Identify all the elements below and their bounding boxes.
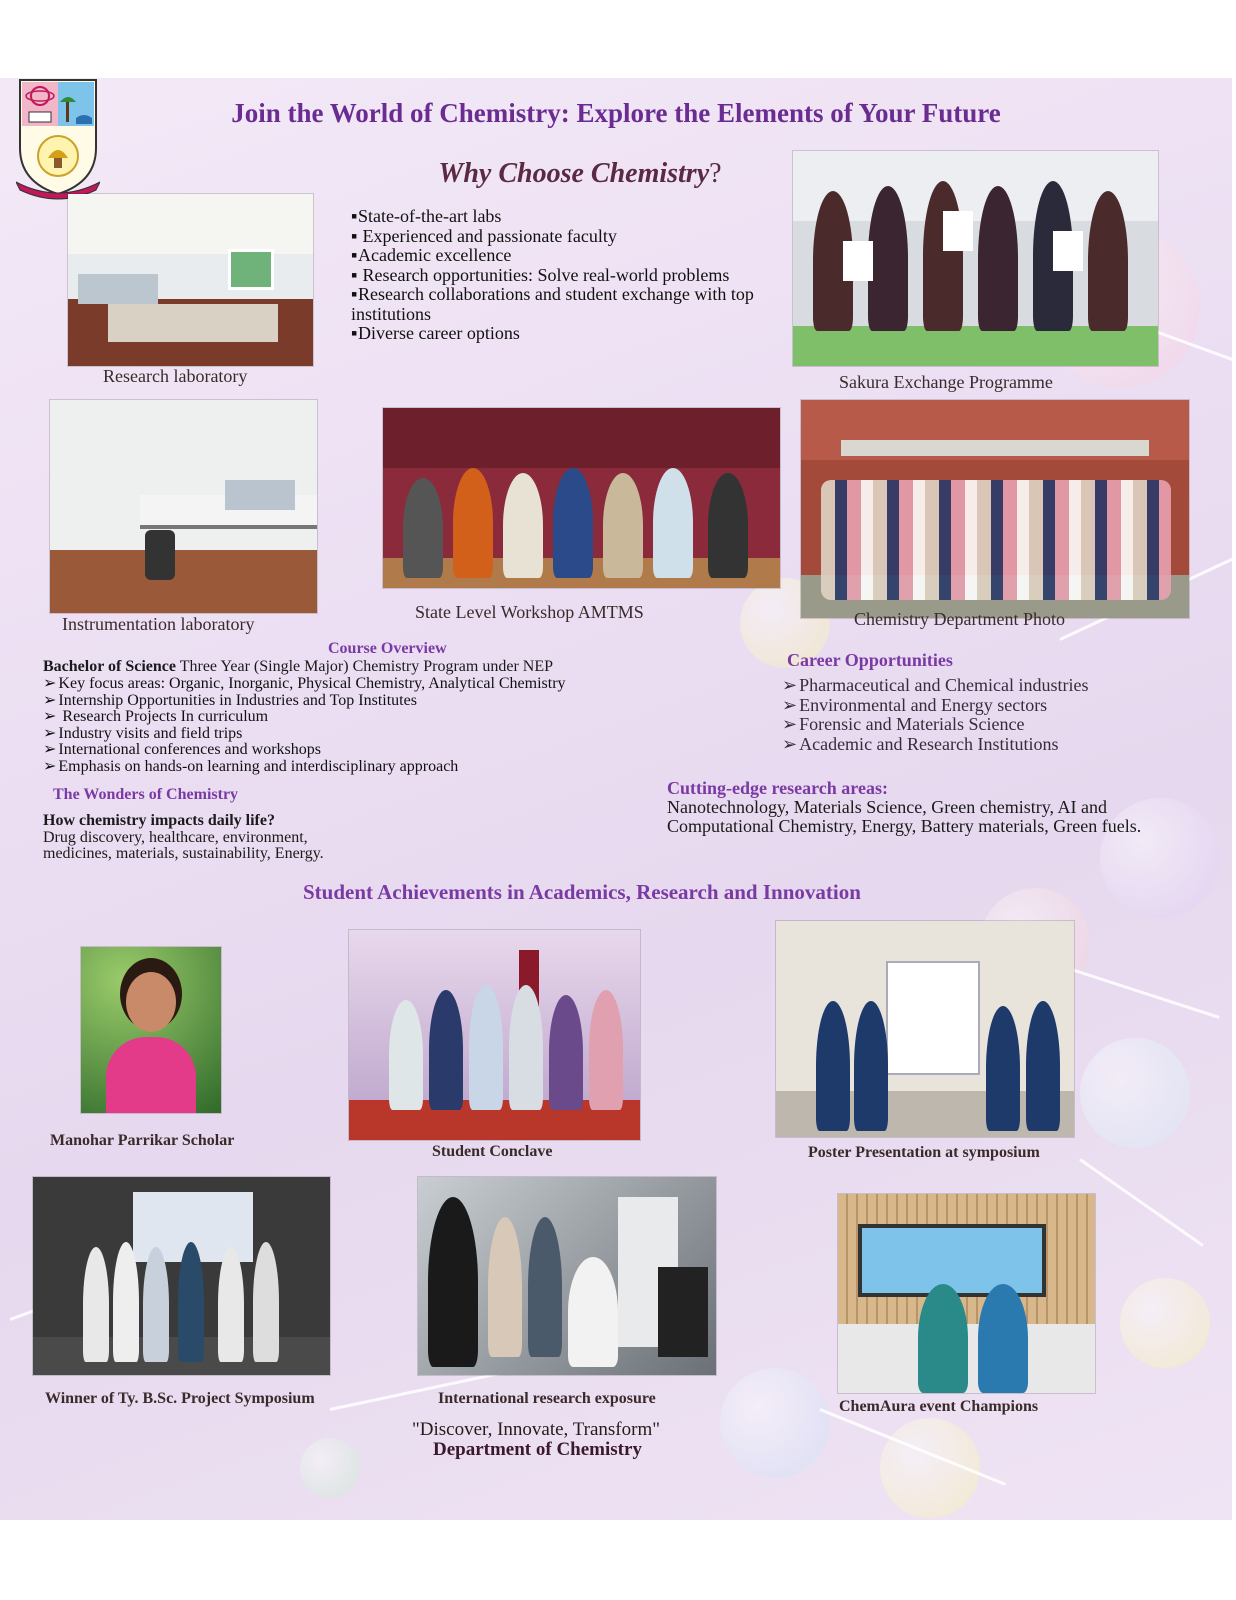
footer-department: Department of Chemistry: [433, 1439, 642, 1460]
course-item: ➢ Internship Opportunities in Industries and Top Institutes: [43, 691, 417, 709]
wonders-heading: The Wonders of Chemistry: [53, 786, 239, 803]
career-item-text: Academic and Research Institutions: [799, 733, 1059, 754]
research-lab-caption: Research laboratory: [103, 366, 248, 386]
instrumentation-caption: Instrumentation laboratory: [62, 614, 255, 634]
scholar-photo: [81, 947, 221, 1113]
decor-sphere: [1080, 1038, 1190, 1148]
career-item: ➢ Pharmaceutical and Chemical industries: [782, 675, 1089, 695]
chemaura-caption: ChemAura event Champions: [839, 1398, 1039, 1415]
career-item: ➢ Forensic and Materials Science: [782, 714, 1025, 734]
wonders-question: How chemistry impacts daily life?: [43, 812, 275, 829]
workshop-caption: State Level Workshop AMTMS: [415, 602, 644, 622]
career-item: ➢ Academic and Research Institutions: [782, 733, 1059, 754]
course-item-text: Internship Opportunities in Industries and Top Institutes: [58, 691, 417, 709]
decor-sphere: [720, 1368, 830, 1478]
why-item-text: State-of-the-art labs: [358, 206, 502, 226]
department-photo: [801, 400, 1189, 618]
why-item: ▪ Research opportunities: Solve real-world problems: [351, 264, 730, 285]
course-item-text: Emphasis on hands-on learning and interdisciplinary approach: [58, 757, 459, 775]
instrumentation-lab-photo: [50, 400, 317, 613]
course-heading: Course Overview: [328, 640, 447, 657]
sakura-exchange-photo: [793, 151, 1158, 366]
course-item-text: International conferences and workshops: [58, 741, 321, 758]
why-item: ▪ Experienced and passionate faculty: [351, 225, 617, 246]
department-caption: Chemistry Department Photo: [854, 609, 1065, 629]
course-item: ➢ Emphasis on hands-on learning and interdisciplinary approach: [43, 757, 459, 775]
international-exposure-caption: International research exposure: [438, 1390, 656, 1407]
why-item-text: Research opportunities: Solve real-world problems: [358, 264, 730, 285]
poster: [0, 78, 1232, 1520]
symposium-winner-caption: Winner of Ty. B.Sc. Project Symposium: [45, 1390, 315, 1407]
course-item: ➢ International conferences and workshops: [43, 741, 321, 758]
course-intro-text: Three Year (Single Major) Chemistry Program under NEP: [176, 658, 553, 675]
course-item-text: Industry visits and field trips: [58, 724, 243, 742]
poster-presentation-caption: Poster Presentation at symposium: [808, 1144, 1040, 1161]
conclave-caption: Student Conclave: [432, 1143, 553, 1160]
why-item: ▪Research collaborations and student exchange with top institutions: [351, 284, 754, 324]
decor-sphere: [300, 1438, 360, 1498]
why-item: ▪State-of-the-art labs: [351, 206, 502, 226]
page-title: Join the World of Chemistry: Explore the Elements of Your Future: [231, 98, 1001, 128]
course-item: ➢ Key focus areas: Organic, Inorganic, Physical Chemistry, Analytical Chemistry: [43, 675, 566, 692]
course-item: ➢ Industry visits and field trips: [43, 724, 243, 742]
why-item-text: Academic excellence: [358, 245, 512, 265]
why-item-text: Diverse career options: [358, 323, 520, 343]
decor-bond: [1079, 1158, 1204, 1246]
course-intro-bold: Bachelor of Science: [43, 658, 177, 675]
poster-presentation-photo: [776, 921, 1074, 1137]
footer-quote: "Discover, Innovate, Transform": [412, 1419, 660, 1440]
research-heading: Cutting-edge research areas:: [667, 778, 888, 798]
research-line-1: Nanotechnology, Materials Science, Green chemistry, AI and: [667, 797, 1108, 817]
international-exposure-photo: [418, 1177, 716, 1375]
wonders-line-1: Drug discovery, healthcare, environment,: [43, 829, 308, 846]
sakura-caption: Sakura Exchange Programme: [839, 372, 1053, 392]
decor-sphere: [1120, 1278, 1210, 1368]
why-heading: [380, 158, 780, 190]
achievements-heading: Student Achievements in Academics, Research and Innovation: [303, 880, 861, 904]
why-item: ▪Academic excellence: [351, 245, 512, 265]
workshop-photo: [383, 408, 780, 588]
why-item-text: Experienced and passionate faculty: [358, 225, 617, 246]
career-item-text: Environmental and Energy sectors: [799, 694, 1048, 715]
course-list: [43, 676, 643, 775]
research-lab-photo: [68, 194, 313, 366]
chemaura-photo: [838, 1194, 1095, 1393]
why-list: [351, 207, 791, 344]
course-item: ➢ Research Projects In curriculum: [43, 708, 269, 725]
why-item-text: Research collaborations and student exchange with top institutions: [351, 284, 754, 324]
course-item-text: Key focus areas: Organic, Inorganic, Physical Chemistry, Analytical Chemistry: [58, 675, 566, 692]
career-item: ➢ Environmental and Energy sectors: [782, 694, 1048, 715]
wonders-line-2: medicines, materials, sustainability, Energy.: [43, 845, 324, 862]
career-item-text: Forensic and Materials Science: [799, 714, 1025, 734]
course-intro: [43, 659, 553, 676]
why-heading-text: Why Choose Chemistry: [438, 158, 710, 189]
course-item-text: Research Projects In curriculum: [58, 708, 269, 725]
symposium-winner-photo: [33, 1177, 330, 1375]
research-line-2: Computational Chemistry, Energy, Battery materials, Green fuels.: [667, 816, 1142, 836]
why-item: ▪Diverse career options: [351, 323, 520, 343]
career-item-text: Pharmaceutical and Chemical industries: [799, 675, 1089, 695]
scholar-caption: Manohar Parrikar Scholar: [50, 1132, 235, 1149]
conclave-photo: [349, 930, 640, 1140]
college-crest-icon: [16, 78, 100, 202]
why-heading-mark: ?: [709, 158, 722, 189]
career-heading: Career Opportunities: [787, 650, 953, 670]
career-list: [782, 676, 1202, 754]
